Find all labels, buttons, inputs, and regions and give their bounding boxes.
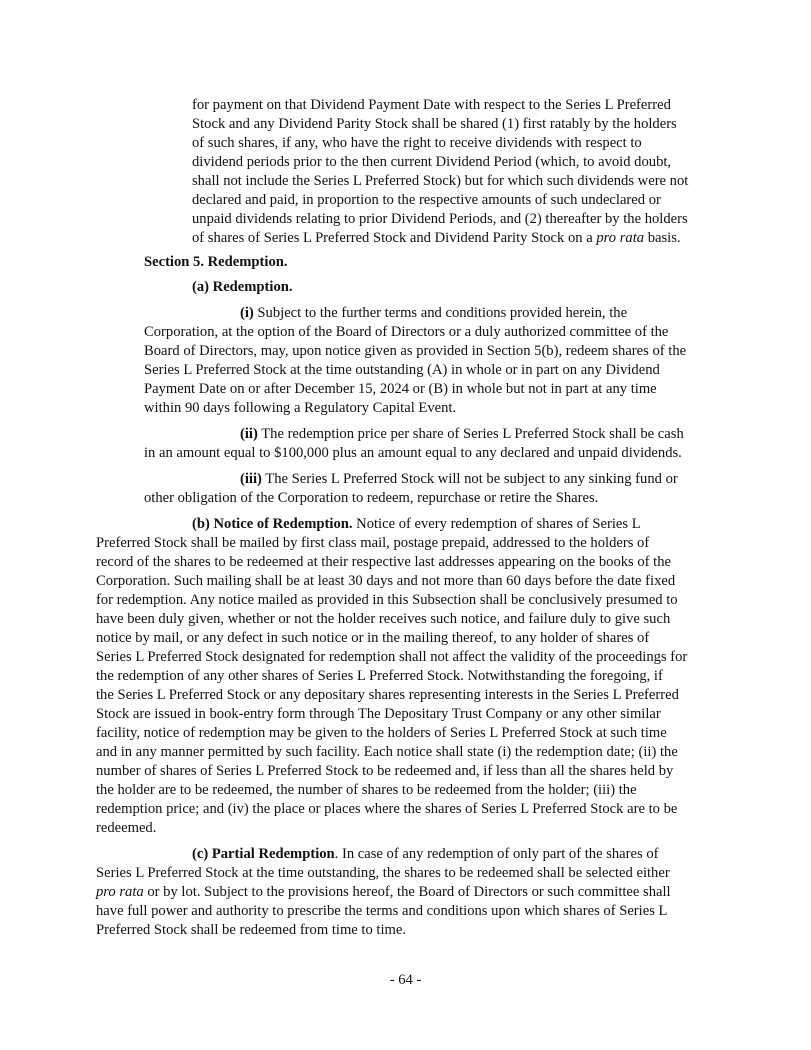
text-run: The redemption price per share of Series L Preferred Stock shall be cash (257, 426, 684, 442)
text-line: other obligation of the Corporation to redeem, repurchase or retire the Shares. (144, 490, 599, 506)
text-line: redemption price; and (iv) the place or places where the shares of Series L Preferred Stock are to be (96, 801, 678, 817)
item-label: (i) (240, 305, 254, 321)
text-line: Series L Preferred Stock at the time outstanding, the shares to be redeemed shall be selected either (96, 865, 670, 881)
text-line: and in any manner permitted by such facility. Each notice shall state (i) the redemption date; (ii) the (96, 744, 678, 760)
text-line: for payment on that Dividend Payment Date with respect to the Series L Preferred (192, 97, 671, 113)
text-line: have been duly given, whether or not the holder receives such notice, and failure duly to give such (96, 611, 671, 627)
text-run: The Series L Preferred Stock will not be subject to any sinking fund or (261, 471, 678, 487)
text-line: in an amount equal to $100,000 plus an amount equal to any declared and unpaid dividends. (144, 445, 682, 461)
text-line: number of shares of Series L Preferred Stock to be redeemed and, if less than all the shares held by (96, 763, 674, 779)
subsection-b-heading: (b) Notice of Redemption. (192, 516, 353, 532)
text-line (192, 845, 658, 863)
text-line (192, 229, 681, 247)
subsection-a-heading: (a) Redemption. (192, 279, 293, 295)
text-line (240, 470, 678, 488)
text-line: redeemed. (96, 820, 157, 836)
text-line: facility, notice of redemption may be given to the holders of Series L Preferred Stock at such time (96, 725, 667, 741)
text-line: Preferred Stock shall be mailed by first class mail, postage prepaid, addressed to the holders of (96, 535, 650, 551)
text-line: Corporation, at the option of the Board of Directors or a duly authorized committee of the (144, 324, 669, 340)
text-line: Payment Date on or after December 15, 2024 or (B) in whole but not in part at any time (144, 381, 657, 397)
text-line: dividend periods prior to the then current Dividend Period (which, to avoid doubt, (192, 154, 672, 170)
text-line: have full power and authority to prescribe the terms and conditions upon which shares of Series L (96, 903, 668, 919)
text-line (192, 515, 641, 533)
section-heading: Section 5. Redemption. (144, 254, 288, 270)
subsection-c-heading: (c) Partial Redemption (192, 846, 335, 862)
text-run: In case of any redemption of only part of the shares of (338, 846, 659, 862)
text-line: Series L Preferred Stock at the time outstanding (A) in whole or in part on any Dividend (144, 362, 660, 378)
text-line: Board of Directors, may, upon notice given as provided in Section 5(b), redeem shares of the (144, 343, 687, 359)
item-label: (iii) (240, 471, 262, 487)
text-line: Corporation. Such mailing shall be at least 30 days and not more than 60 days before the date fixed (96, 573, 676, 589)
text-run: Subject to the further terms and conditions provided herein, the (253, 305, 628, 321)
text-line: Series L Preferred Stock designated for redemption shall not affect the validity of the proceedings for (96, 649, 688, 665)
text-line: of such shares, if any, who have the right to receive dividends with respect to (192, 135, 642, 151)
text-run: or by lot. Subject to the provisions hereof, the Board of Directors or such committee shall (143, 884, 671, 900)
text-line (240, 425, 684, 443)
text-run: of shares of Series L Preferred Stock and Dividend Parity Stock on a (192, 230, 597, 246)
text-line: for redemption. Any notice mailed as provided in this Subsection shall be conclusively presumed to (96, 592, 678, 608)
text-line (240, 304, 627, 322)
text-line: declared and paid, in proportion to the respective amounts of such undeclared or (192, 192, 661, 208)
text-run: Notice of every redemption of shares of Series L (352, 516, 641, 532)
text-line: Preferred Stock shall be redeemed from time to time. (96, 922, 407, 938)
text-run: basis. (644, 230, 681, 246)
text-line: record of the shares to be redeemed at their respective last addresses appearing on the books of the (96, 554, 672, 570)
text-line: notice by mail, or any defect in such notice or in the mailing thereof, to any holder of shares of (96, 630, 650, 646)
text-line: shall not include the Series L Preferred Stock) but for which such dividends were not (192, 173, 689, 189)
text-line: within 90 days following a Regulatory Capital Event. (144, 400, 457, 416)
text-line: Stock and any Dividend Parity Stock shall be shared (1) first ratably by the holders (192, 116, 677, 132)
item-label: (ii) (240, 426, 258, 442)
italic-term: pro rata (96, 884, 144, 900)
text-line: Stock are issued in book-entry form through The Depositary Trust Company or any other similar (96, 706, 661, 722)
text-line: the Series L Preferred Stock or any depositary shares representing interests in the Series L Preferred (96, 687, 679, 703)
text-line (96, 883, 671, 901)
text-line: the holder are to be redeemed, the number of shares to be redeemed from the holder; (iii) the (96, 782, 637, 798)
text-line: unpaid dividends relating to prior Dividend Periods, and (2) thereafter by the holders (192, 211, 688, 227)
text-line: the redemption of any other shares of Series L Preferred Stock. Notwithstanding the foregoing, if (96, 668, 663, 684)
italic-term: pro rata (596, 230, 645, 246)
text-run: . (334, 846, 339, 862)
page-number: - 64 - (389, 972, 422, 988)
